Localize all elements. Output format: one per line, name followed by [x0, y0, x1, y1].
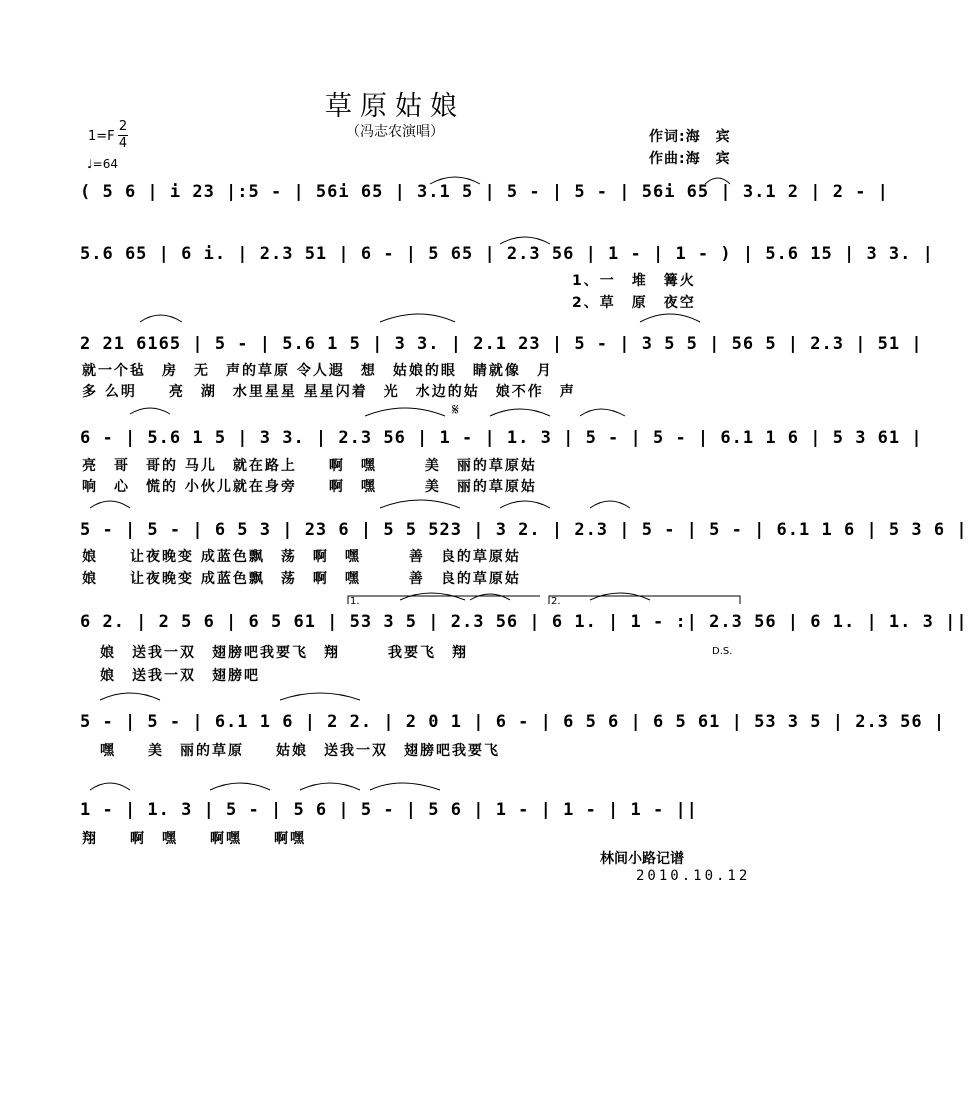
slur-6 [640, 314, 700, 322]
slur-12 [380, 500, 460, 508]
system-3-lyrics-verse1: 就一个毡 房 无 声的草原 令人遐 想 姑娘的眼 睛就像 月 [82, 363, 553, 379]
system-8-notes: 1 - | 1. 3 | 5 - | 5 6 | 5 - | 5 6 | 1 - | 1 - | 1 - || [80, 800, 698, 820]
system-4-lyrics-verse1: 亮 哥 哥的 马儿 就在路上 啊 嘿 美 丽的草原姑 [82, 458, 537, 474]
quarter-note-icon: ♩ [87, 157, 93, 171]
slur-22 [300, 783, 360, 790]
slur-17 [590, 593, 650, 600]
system-3-notes: 2 21 6165 | 5 - | 5.6 1 5 | 3 3. | 2.1 23 | 5 - | 3 5 5 | 56 5 | 2.3 | 51 | [80, 334, 923, 354]
slur-4 [140, 315, 182, 322]
slur-16 [470, 594, 510, 600]
system-2-notes: 5.6 65 | 6 i. | 2.3 51 | 6 - | 5 65 | 2.3 56 | 1 - | 1 - ) | 5.6 15 | 3 3. | [80, 244, 934, 264]
slur-3 [500, 237, 550, 244]
time-signature [118, 119, 128, 152]
slur-18 [100, 693, 160, 700]
system-6-lyrics-verse2: 娘 送我一双 翅膀吧 [100, 668, 260, 684]
system-8-lyrics-verse1: 翔 啊 嘿 啊嘿 啊嘿 [82, 831, 306, 847]
transcriber-credit: 林间小路记谱 [600, 851, 684, 867]
key-signature [88, 129, 115, 144]
slur-15 [400, 593, 465, 600]
system-6-lyrics-verse1: 娘 送我一双 翅膀吧我要飞 翔 我要飞 翔 [100, 645, 468, 661]
slur-7 [130, 408, 170, 414]
slur-19 [280, 693, 360, 700]
system-4-lyrics-verse2: 响 心 慌的 小伙儿就在身旁 啊 嘿 美 丽的草原姑 [82, 479, 537, 495]
second-ending-bracket [549, 596, 740, 604]
slur-9 [490, 409, 550, 416]
slur-14 [590, 501, 630, 508]
slur-8 [365, 408, 445, 416]
system-2-lyrics-verse2: 2、草 原 夜空 [572, 295, 696, 311]
system-5-notes: 5 - | 5 - | 6 5 3 | 23 6 | 5 5 523 | 3 2. | 2.3 | 5 - | 5 - | 6.1 1 6 | 5 3 6 | [80, 520, 968, 540]
system-1-notes: ( 5 6 | i 23 |:5 - | 56i 65 | 3.1 5 | 5 - | 5 - | 56i 65 | 3.1 2 | 2 - | [80, 182, 889, 202]
system-6-notes: 6 2. | 2 5 6 | 6 5 61 | 53 3 5 | 2.3 56 | 6 1. | 1 - :| 2.3 56 | 6 1. | 1. 3 || [80, 612, 968, 632]
lyricist-credit: 作词:海 宾 [649, 129, 731, 145]
system-2-lyrics-verse1: 1、一 堆 篝火 [572, 273, 696, 289]
tempo-marking [87, 157, 118, 171]
slur-21 [210, 783, 270, 790]
system-3-lyrics-verse2: 多 么明 亮 湖 水里星星 星星闪着 光 水边的姑 娘不作 声 [82, 384, 576, 400]
tempo-value: =64 [92, 157, 118, 171]
first-ending-label: 1. [350, 596, 360, 607]
slur-5 [380, 314, 455, 322]
slur-23 [370, 783, 440, 790]
slur-11 [90, 501, 130, 508]
song-title: 草原姑娘 [325, 91, 465, 122]
transcription-date: 2010.10.12 [636, 868, 751, 884]
system-7-notes: 5 - | 5 - | 6.1 1 6 | 2 2. | 2 0 1 | 6 - | 6 5 6 | 6 5 61 | 53 3 5 | 2.3 56 | [80, 712, 946, 732]
second-ending-label: 2. [551, 596, 561, 607]
slur-10 [580, 409, 625, 416]
singer-credit: （冯志农演唱） [346, 124, 444, 140]
first-ending-bracket [348, 596, 540, 604]
slur-13 [500, 501, 550, 508]
dal-segno-mark: D.S. [712, 646, 733, 657]
time-signature-bottom: 4 [118, 136, 128, 151]
system-7-lyrics-verse1: 嘿 美 丽的草原 姑娘 送我一双 翅膀吧我要飞 [100, 743, 500, 759]
system-5-lyrics-verse2: 娘 让夜晚变 成蓝色飘 荡 啊 嘿 善 良的草原姑 [82, 571, 521, 587]
key-label: 1=F [88, 129, 115, 144]
system-5-lyrics-verse1: 娘 让夜晚变 成蓝色飘 荡 啊 嘿 善 良的草原姑 [82, 549, 521, 565]
system-4-notes: 6 - | 5.6 1 5 | 3 3. | 2.3 56 | 1 - | 1. 3 | 5 - | 5 - | 6.1 1 6 | 5 3 61 | [80, 428, 923, 448]
composer-credit: 作曲:海 宾 [649, 151, 731, 167]
slur-20 [90, 783, 130, 790]
segno-icon: 𝄋 [452, 400, 459, 419]
time-signature-top: 2 [118, 119, 128, 134]
